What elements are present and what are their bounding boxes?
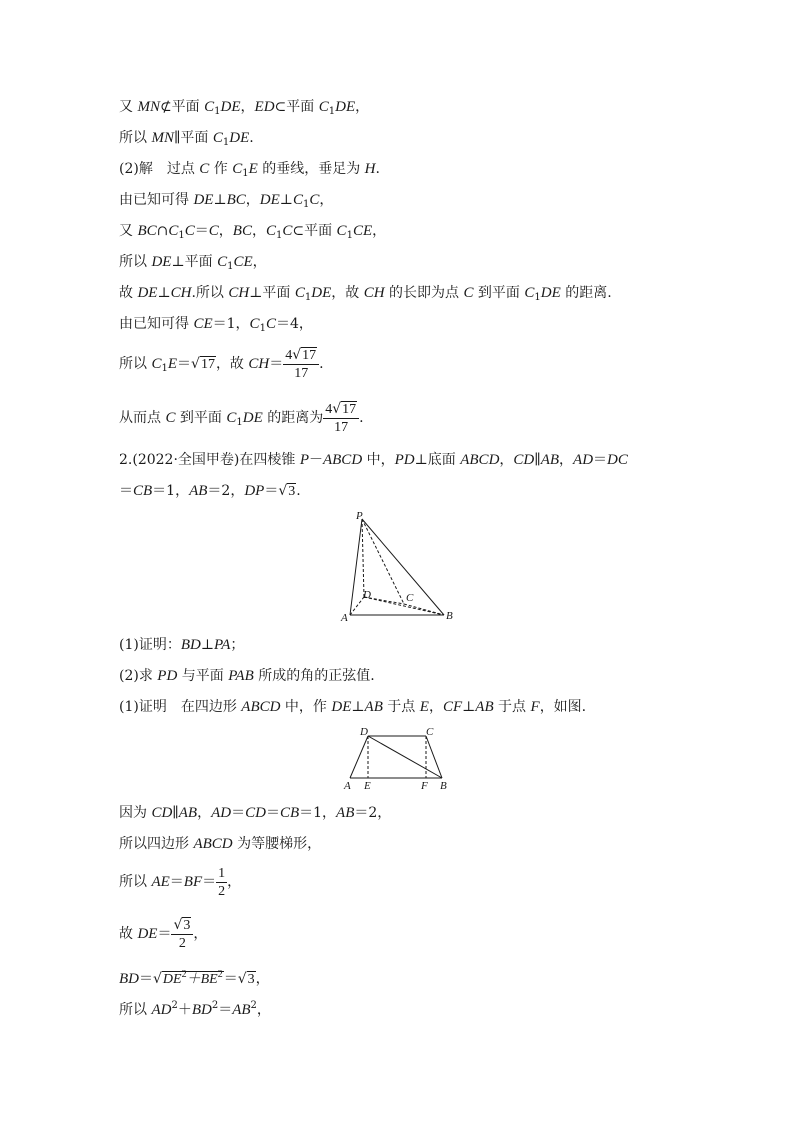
trapezoid-label-e: E (364, 780, 371, 792)
text-line-15: (1)证明 在四边形 ABCD 中，作 DE⊥AB 于点 E，CF⊥AB 于点 F，如图. (119, 699, 587, 715)
text-line-4: 由已知可得 DE⊥BC，$DE\perp C_1C$， (119, 192, 334, 210)
text-line-21: 所以 $AD^2+BD^2=AB^2$， (119, 1000, 271, 1018)
pyramid-label-b: B (446, 610, 453, 622)
text-line-14: (2)求 PD 与平面 PAB 所成的角的正弦值. (119, 668, 375, 684)
text-line-12: ＝CB＝1，AB＝2，DP＝√3. (119, 483, 301, 499)
trapezoid-label-a: A (344, 780, 351, 792)
text-line-18: 所以 AE＝BF＝ $\frac{1}{2}$ ， (119, 865, 242, 899)
text-line-8: 由已知可得 CE＝1，$C_1C=4$， (119, 316, 313, 334)
text-line-3: (2)解 过点 C 作 $C_1E$ 的垂线，垂足为 H. (119, 161, 380, 179)
text-line-9: 所以 $C_1E=√17$，故 CH＝ $\frac{4√17}{17}$ . (119, 346, 324, 381)
text-line-1 (119, 96, 369, 118)
fraction-4sqrt17-over-17: $\frac{4√17}{17}$ (283, 347, 319, 382)
text-line-10: 从而点 C 到平面 $C_1DE$ 的距离为 $\frac{4√17}{17}$ . (119, 400, 364, 435)
line-1-content: 又 MN⊄平面 $C_1DE$，ED⊂平面 $C_1DE$， (119, 99, 370, 117)
text-line-2: 所以 MN∥平面 $C_1DE$. (119, 130, 254, 148)
text-line-13: (1)证明：BD⊥PA； (119, 637, 245, 653)
pyramid-label-d: D (363, 589, 371, 601)
pyramid-label-a: A (341, 612, 348, 624)
text-line-11: 2.(2022·全国甲卷)在四棱锥 P－ABCD 中，PD⊥底面 ABCD，CD∥AB，AD＝DC (119, 452, 628, 468)
text-line-7: 故 DE⊥CH.所以 CH⊥平面 $C_1DE$，故 CH 的长即为点 C 到平面 $C_1DE$ 的距离. (119, 285, 612, 303)
trapezoid-label-d: D (360, 726, 368, 738)
text-line-5: 又 $BC\cap C_1C=C$，BC，$C_1C\subset$平面 $C_1CE$， (119, 223, 387, 241)
trapezoid-figure (340, 724, 452, 792)
text-line-20: $BD=√DE^2+BE^2=√3$， (119, 969, 270, 987)
trapezoid-label-c: C (426, 726, 434, 738)
text-line-19: 故 DE＝ $\frac{√3}{2}$ ， (119, 916, 208, 951)
trapezoid-label-b: B (440, 780, 447, 792)
text-line-16: 因为 CD∥AB，AD＝CD＝CB＝1，AB＝2， (119, 805, 392, 821)
pyramid-label-p: P (356, 510, 363, 522)
text-line-6: 所以 DE⊥平面 $C_1CE$， (119, 254, 267, 272)
text-line-17: 所以四边形 ABCD 为等腰梯形， (119, 836, 322, 852)
trapezoid-label-f: F (421, 780, 428, 792)
pyramid-figure (336, 509, 460, 625)
pyramid-label-c: C (406, 592, 414, 604)
